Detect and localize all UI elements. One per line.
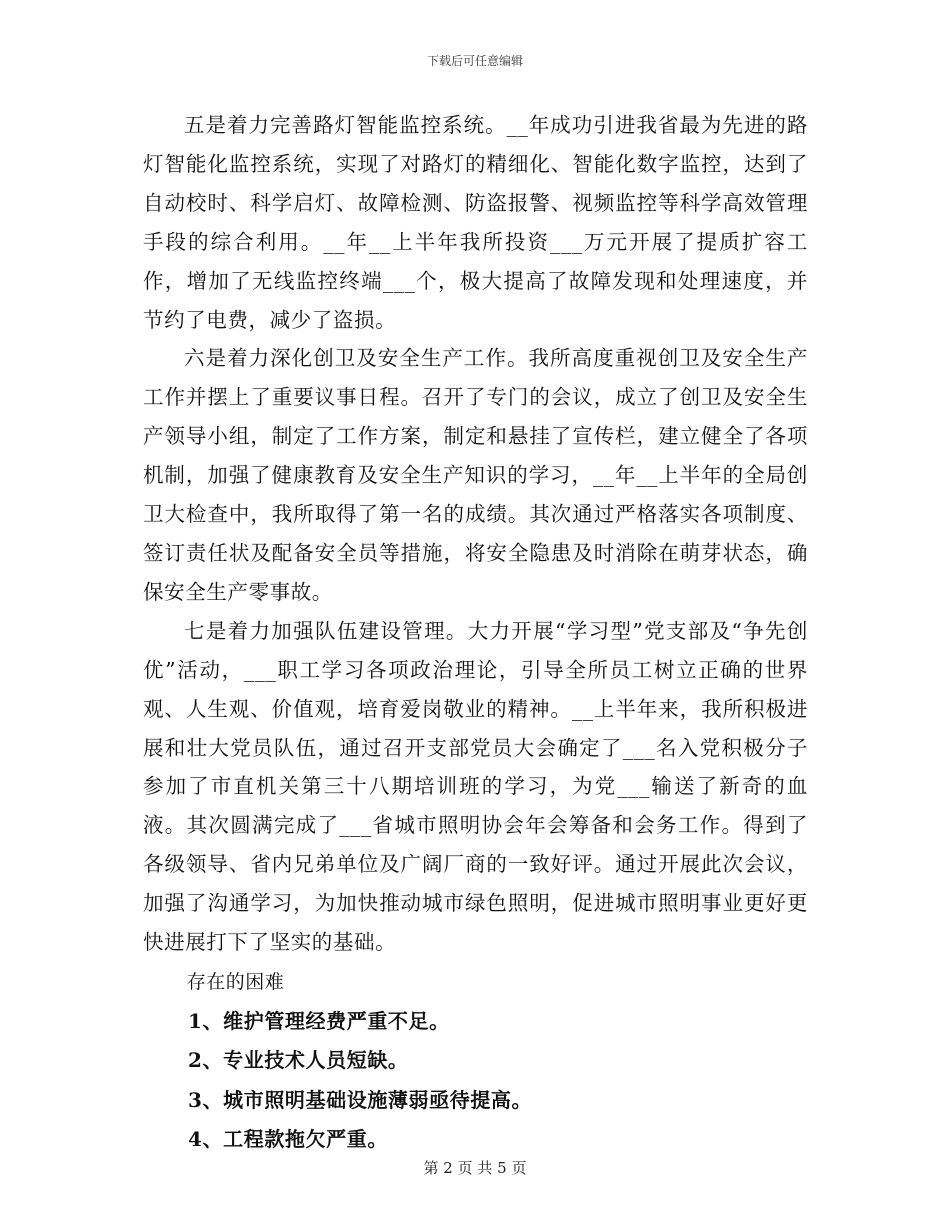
paragraph-team-building: 七是着力加强队伍建设管理。大力开展“学习型”党支部及“争先创优”活动，___职工学习各项政治理论，引导全所员工树立正确的世界观、人生观、价值观，培育爱岗敬业的精神。__上半年来，我所积极进展和壮大党员队伍，通过召开支部党员大会确定了___名入党积极分子参加了市直机关第三十八期培训班的学习，为党___输送了新奇的血液。其次圆满完成了___省城市照明协会年会筹备和会务工作。得到了各级领导、省内兄弟单位及广阔厂商的一致好评。通过开展此次会议，加强了沟通学习，为加快推动城市绿色照明，促进城市照明事业更好更快进展打下了坚实的基础。 <box>143 618 808 955</box>
difficulty-item: 4、工程款拖欠严重。 <box>188 1127 388 1152</box>
page-number: 第 2 页 共 5 页 <box>423 1159 527 1177</box>
document-body <box>143 106 808 1160</box>
difficulty-item: 1、维护管理经费严重不足。 <box>188 1008 450 1033</box>
difficulty-item: 2、专业技术人员短缺。 <box>188 1048 409 1073</box>
difficulty-item: 3、城市照明基础设施薄弱亟待提高。 <box>188 1087 533 1112</box>
page-header: 下载后可任意编辑 <box>426 54 523 68</box>
paragraph-hygiene-safety: 六是着力深化创卫及安全生产工作。我所高度重视创卫及安全生产工作并摆上了重要议事日程。召开了专门的会议，成立了创卫及安全生产领导小组，制定了工作方案，制定和悬挂了宣传栏，建立健全了各项机制，加强了健康教育及安全生产知识的学习，__年__上半年的全局创卫大检查中，我所取得了第一名的成绩。其次通过严格落实各项制度、签订责任状及配备安全员等措施，将安全隐患及时消除在萌芽状态，确保安全生产零事故。 <box>143 346 808 604</box>
difficulties-heading: 存在的困难 <box>186 970 285 993</box>
paragraph-street-light-monitoring: 五是着力完善路灯智能监控系统。__年成功引进我省最为先进的路灯智能化监控系统，实现了对路灯的精细化、智能化数字监控，达到了自动校时、科学启灯、故障检测、防盗报警、视频监控等科学高效管理手段的综合利用。__年__上半年我所投资___万元开展了提质扩容工作，增加了无线监控终端___个，极大提高了故障发现和处理速度，并节约了电费，减少了盗损。 <box>143 113 808 332</box>
